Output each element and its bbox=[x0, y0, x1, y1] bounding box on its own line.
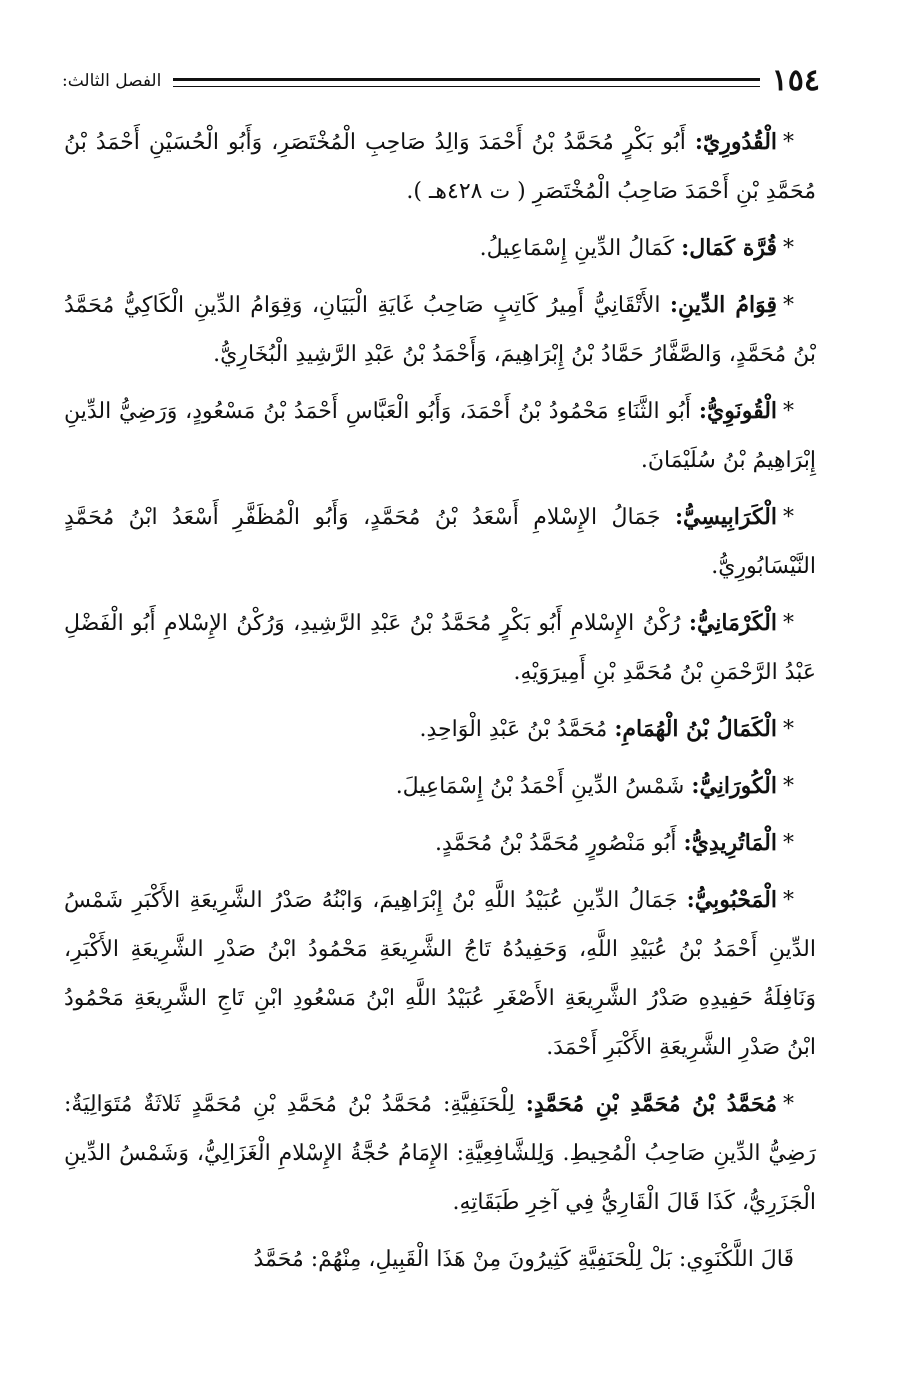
entry-text: أَبُو مَنْصُورٍ مُحَمَّدُ بْنُ مُحَمَّدٍ. bbox=[435, 831, 677, 856]
entry-kamal-ibn-humam bbox=[64, 705, 816, 754]
page-number: ١٥٤ bbox=[771, 63, 820, 98]
entry-name: الْقُونَوِيُّ: bbox=[698, 398, 778, 424]
entry-bullet: * bbox=[783, 1092, 794, 1117]
paragraph-laknawi bbox=[64, 1235, 816, 1284]
entry-name: الْكَرْمَانِيُّ: bbox=[688, 610, 777, 636]
entry-bullet: * bbox=[783, 831, 794, 856]
paragraph-text: قَالَ اللَّكْنَوِي: بَلْ لِلْحَنَفِيَّةِ كَثِيرُونَ مِنْ هَذَا الْقَبِيلِ، مِنْهُمْ: مُحَمَّدُ bbox=[253, 1247, 794, 1272]
entry-bullet: * bbox=[783, 505, 794, 530]
chapter-title: الفصل الثالث: bbox=[62, 71, 162, 91]
entry-text: كَمَالُ الدِّينِ إِسْمَاعِيلُ. bbox=[479, 236, 675, 261]
entry-qudoori bbox=[64, 118, 816, 216]
entry-bullet: * bbox=[783, 611, 794, 636]
entry-name: الْكُورَانِيُّ: bbox=[691, 773, 777, 799]
entry-text: رُكْنُ الإِسْلامِ أَبُو بَكْرٍ مُحَمَّدُ بْنُ عَبْدِ الرَّشِيدِ، وَرُكْنُ الإِسْلامِ أَبُو الْفَضْلِ عَبْدُ الرَّحْمَنِ بْنُ مُحَمَّدِ بْنِ أَمِيرَوَيْهِ. bbox=[64, 611, 816, 685]
entry-bullet: * bbox=[783, 130, 795, 155]
entry-name: الْكَمَالُ بْنُ الْهُمَامِ: bbox=[614, 716, 777, 742]
entry-name: قُرَّة كَمَال: bbox=[681, 235, 777, 261]
entry-bullet: * bbox=[783, 717, 794, 742]
page-body bbox=[64, 118, 816, 1292]
entry-muhammad-x3 bbox=[64, 1080, 816, 1227]
entry-text: جَمَالُ الإِسْلامِ أَسْعَدُ بْنُ مُحَمَّدٍ، وَأَبُو الْمُظَفَّرِ أَسْعَدُ ابْنُ مُحَمَّدٍ النَّيْسَابُورِيُّ. bbox=[64, 505, 816, 579]
entry-bullet: * bbox=[783, 399, 795, 424]
entry-bullet: * bbox=[783, 774, 794, 799]
entry-name: مُحَمَّدُ بْنُ مُحَمَّدِ بْنِ مُحَمَّدٍ: bbox=[525, 1091, 777, 1117]
entry-kurani bbox=[64, 762, 816, 811]
entry-karabisi bbox=[64, 493, 816, 591]
entry-bullet: * bbox=[783, 293, 794, 318]
entry-name: قِوَامُ الدِّينِ: bbox=[669, 292, 777, 318]
entry-text: الأَتْقَانِيُّ أَمِيرُ كَاتِبٍ صَاحِبُ غَايَةِ الْبَيَانِ، وَقِوَامُ الدِّينِ الْكَاكِيُّ مُحَمَّدُ بْنُ مُحَمَّدٍ، وَالصَّفَّارُ حَمَّادُ بْنُ إِبْرَاهِيمَ، وَأَحْمَدُ بْنُ عَبْدِ الرَّشِيدِ الْبُخَارِيُّ. bbox=[64, 293, 816, 367]
entry-name: الْمَحْبُوبِيُّ: bbox=[686, 887, 777, 913]
running-header bbox=[62, 62, 820, 100]
header-rule bbox=[173, 78, 759, 87]
entry-text: أَبُو الثَّنَاءِ مَحْمُودُ بْنُ أَحْمَدَ، وَأَبُو الْعَبَّاسِ أَحْمَدُ بْنُ مَسْعُودٍ، وَرَضِيُّ الدِّينِ إِبْرَاهِيمُ بْنُ سُلَيْمَانَ. bbox=[64, 399, 816, 473]
entry-maturidi bbox=[64, 819, 816, 868]
entry-name: الْمَاتُرِيدِيُّ: bbox=[683, 830, 777, 856]
entry-text: شَمْسُ الدِّينِ أَحْمَدُ بْنُ إِسْمَاعِيلَ. bbox=[395, 774, 685, 799]
entry-text: مُحَمَّدُ بْنُ عَبْدِ الْوَاحِدِ. bbox=[419, 717, 608, 742]
entry-qunawi bbox=[64, 387, 816, 485]
entry-name: الْكَرَابِيسِيُّ: bbox=[674, 504, 777, 530]
entry-name: الْقُدُورِيّ: bbox=[694, 129, 778, 155]
entry-bullet: * bbox=[783, 236, 794, 261]
entry-text: أَبُو بَكْرٍ مُحَمَّدُ بْنُ أَحْمَدَ وَالِدُ صَاحِبِ الْمُخْتَصَرِ، وَأَبُو الْحُسَيْنِ أَحْمَدُ بْنُ مُحَمَّدِ بْنِ أَحْمَدَ صَاحِبُ الْمُخْتَصَرِ ( ت ٤٢٨هـ ). bbox=[64, 130, 816, 204]
entry-mahbubi bbox=[64, 876, 816, 1072]
entry-text: لِلْحَنَفِيَّةِ: مُحَمَّدُ بْنُ مُحَمَّدِ بْنِ مُحَمَّدٍ ثَلاثَةٌ مُتَوَالِيَةٌ: رَضِيُّ الدِّينِ صَاحِبُ الْمُحِيطِ. وَلِلشَّافِعِيَّةِ: الإِمَامُ حُجَّةُ الإِسْلامِ الْغَزَالِيُّ، وَشَمْسُ الدِّينِ الْجَزَرِيُّ، كَذَا قَالَ الْقَارِيُّ فِي آخِرِ طَبَقَاتِهِ. bbox=[64, 1092, 816, 1215]
entry-karmani bbox=[64, 599, 816, 697]
entry-text: جَمَالُ الدِّينِ عُبَيْدُ اللَّهِ بْنُ إِبْرَاهِيمَ، وَابْنُهُ صَدْرُ الشَّرِيعَةِ الأَكْبَرِ شَمْسُ الدِّينِ أَحْمَدُ بْنُ عُبَيْدِ اللَّهِ، وَحَفِيدُهُ تَاجُ الشَّرِيعَةِ مَحْمُودُ ابْنُ صَدْرِ الشَّرِيعَةِ الأَكْبَرِ، وَنَافِلَةُ حَفِيدِهِ صَدْرُ الشَّرِيعَةِ الأَصْغَرِ عُبَيْدُ اللَّهِ ابْنُ مَسْعُودِ ابْنِ تَاجِ الشَّرِيعَةِ مَحْمُودُ ابْنُ صَدْرِ الشَّرِيعَةِ الأَكْبَرِ أَحْمَدَ. bbox=[64, 888, 816, 1060]
entry-qiwam-al-din bbox=[64, 281, 816, 379]
entry-bullet: * bbox=[782, 888, 794, 913]
entry-qurra-kamal bbox=[64, 224, 816, 273]
